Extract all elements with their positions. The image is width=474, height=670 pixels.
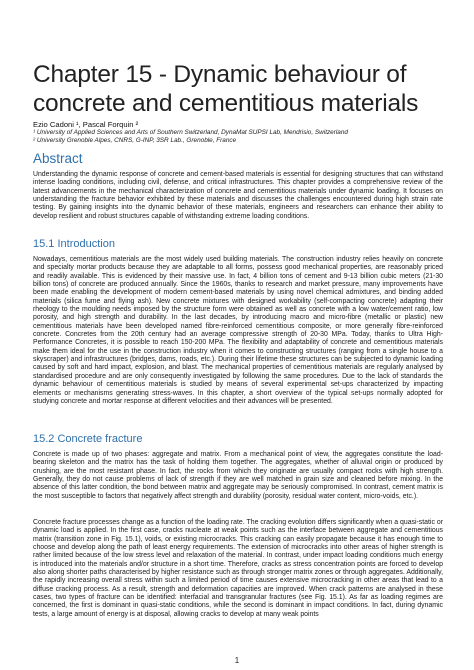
chapter-title: Chapter 15 - Dynamic behaviour of concrete and cementitious materials (33, 61, 419, 117)
abstract-text: Understanding the dynamic response of concrete and cement-based materials is essential for designing structures that can withstand intense loading conditions, including civil, defense, and critical infrastructures. This chapter provides a comprehensive review of the latest advancements in the mechanical characterization of concrete and cementitious materials under dynamic loading. It focuses on understanding the fracture behavior exhibited by these materials and discusses the challenges encountered during high strain rate testing. By gaining insights into the dynamic behavior of these materials, engineers and researchers can enhance their ability to develop resilient and robust structures capable of withstanding extreme loading conditions. (33, 171, 443, 220)
introduction-paragraph: Nowadays, cementitious materials are the most widely used building materials. The construction industry relies heavily on concrete and specialty mortar products because they are adaptable to all forms, possess good mechanical properties, are reasonably priced and readily available. This is evidenced by their massive use. In fact, 4 billion tons of cement and 9-13 billion cubic meters (21-30 billion tons) of concrete are produced annually. Since the 1960s, thanks to research and market pressure, many improvements have been made enabling the development of modern cement-based materials by using novel chemical admixtures, and binding added materials (silica fume and flying ash). New concrete mixtures with designed workability (self-compacting concrete) adapting their rheology to the moulding needs imposed by the structure form were obtained as well as concrete with a low water/cement ratio, low porosity, and high strength and durability. In the last decades, by introducing macro and micro-fibre (metallic or plastic) new cementitious materials have been developed named fibre-reinforced cementitious composite, or more generally fibre-reinforced concrete. Concretes from the 20th century had an average compressive strength of 20-30 MPa. Today, thanks to Ultra High-Performance Concretes, it is possible to reach 150-200 MPa. The flexibility and adaptability of concrete and cementitious materials make them ideal for the use in the construction industry when it comes to constructing structures (ranging from a single house to a skyscraper) and infrastructures (bridges, dams, roads, etc.). During their lifetime these structures can be subjected to dynamic loading caused by soft and hard impact, explosion, and blast. The mechanical properties of cementitious materials are regularly analysed by standardised procedure and are only consequently investigated by following the same procedures. Due to the lack of standards the dynamic behaviour of cementitious materials is studied by means of several experimental set-ups characterized by impacting elements or mechanisms generating stress-waves. In this chapter, a short overview of the typical set-ups normally adopted for studying concrete and mortar response at different velocities and their advances will be presented. (33, 256, 443, 405)
authors-line: Ezio Cadoni ¹, Pascal Forquin ² (33, 120, 139, 129)
section-heading-introduction: 15.1 Introduction (33, 238, 115, 250)
concrete-fracture-paragraph-1: Concrete is made up of two phases: aggregate and matrix. From a mechanical point of view, the aggregates constitute the load-bearing skeleton and the matrix has the task of holding them together. The aggregates, whether of alluvial origin or produced by crushing, are the most resistant phase. In fact, the rocks from which they originate are usually compact rocks with high strength. Generally, they do not cause problems of lack of strength if they are well matched in grain size and cleaned before mixing. In the absence of this latter condition, the bond between matrix and aggregate may be seriously compromised. In contrast, cement matrix is the most susceptible to factors that negatively affect strength and durability (porosity, residual water content, micro-voids, etc.). (33, 451, 443, 500)
concrete-fracture-paragraph-2: Concrete fracture processes change as a function of the loading rate. The cracking evolution differs significantly when a quasi-static or dynamic load is applied. In the first case, cracks nucleate at weak points such as the interface between aggregate and cementitious matrix (transition zone in Fig. 15.1), voids, or existing microcracks. This cracking can easily propagate because it has enough time to choose and develop along the path of least energy requirements. The extension of microcracks into other areas of higher strength is rather limited because of the low stress level and relaxation of the material. In contrast, under impact loading conditions much energy is introduced into the materials and/or structure in a short time. Therefore, cracks as stress concentration points are forced to develop also along shorter paths characterised by higher resistance such as through stronger matrix zones or through aggregates. Additionally, the rapidly increasing overall stress within such a limited period of time causes extensive microcracking in other areas that lead to a diffuse cracking process. As a result, strength and deformation capacities are improved. When crack patterns are analysed in these cases, two types of fracture can be identified: interfacial and transgranular fractures (see Fig. 15.1). As far as loading regimes are concerned, the first is dominant in quasi-static conditions, while the second is dominant in impact conditions. In fact, during dynamic tests, a large amount of energy is at disposal, allowing cracks to develop at many weak points (33, 519, 443, 618)
page-number: 1 (234, 656, 240, 665)
section-heading-concrete-fracture: 15.2 Concrete fracture (33, 433, 143, 445)
abstract-heading: Abstract (33, 151, 83, 166)
affiliation-2: ² University Grenoble Alpes, CNRS, G-INP, 3SR Lab., Grenoble, France (33, 137, 237, 144)
affiliation-1: ¹ University of Applied Sciences and Arts of Southern Switzerland, DynaMat SUPSI Lab, Mendrisio, Switzerland (33, 129, 348, 136)
